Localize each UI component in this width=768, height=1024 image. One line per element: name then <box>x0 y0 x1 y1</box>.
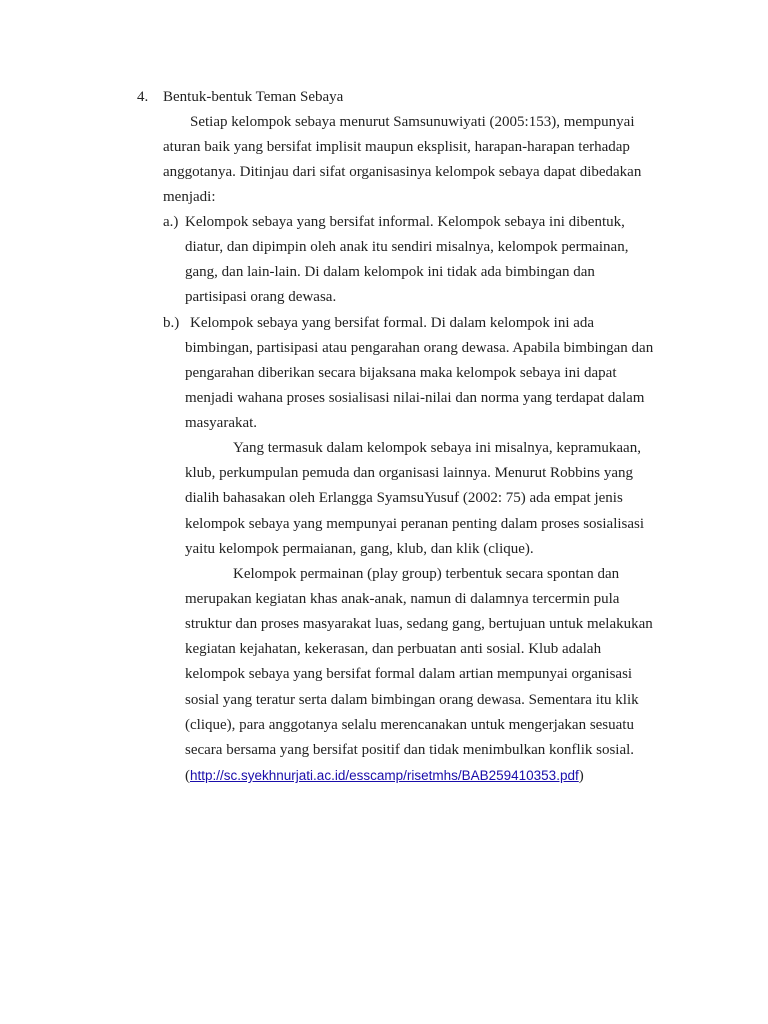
para2-line-3: dialih bahasakan oleh Erlangga SyamsuYusuf (2002: 75) ada empat jenis <box>185 490 623 506</box>
para3-line-8: secara bersama yang bersifat positif dan tidak menimbulkan konflik sosial. <box>185 742 635 758</box>
para3-line-1: Kelompok permainan (play group) terbentuk secara spontan dan <box>233 566 620 582</box>
intro-line-1: Setiap kelompok sebaya menurut Samsunuwiyati (2005:153), mempunyai <box>190 114 635 130</box>
para2-line-1: Yang termasuk dalam kelompok sebaya ini misalnya, kepramukaan, <box>233 440 641 456</box>
item-a-marker: a.) <box>163 214 179 230</box>
para3-line-5: kelompok sebaya yang bersifat formal dalam artian mempunyai organisasi <box>185 666 633 682</box>
para3-line-2: merupakan kegiatan khas anak-anak, namun di dalamnya tercermin pula <box>185 591 620 607</box>
intro-line-4: menjadi: <box>163 189 216 205</box>
para3-line-7: (clique), para anggotanya selalu merencanakan untuk mengerjakan sesuatu <box>185 717 634 733</box>
item-b-marker: b.) <box>163 315 180 331</box>
item-b-line-3: pengarahan diberikan secara bijaksana maka kelompok sebaya ini dapat <box>185 365 617 381</box>
item-b-line-1: Kelompok sebaya yang bersifat formal. Di dalam kelompok ini ada <box>190 315 595 331</box>
item-a-line-4: partisipasi orang dewasa. <box>185 289 337 305</box>
para3-line-4: kegiatan kejahatan, kekerasan, dan perbuatan anti sosial. Klub adalah <box>185 641 602 657</box>
item-b-line-5: masyarakat. <box>185 415 258 431</box>
source-open-paren: ( <box>185 768 190 784</box>
item-b-line-2: bimbingan, partisipasi atau pengarahan orang dewasa. Apabila bimbingan dan <box>185 340 654 356</box>
source-close-paren: ) <box>578 768 584 784</box>
item-a-line-1: Kelompok sebaya yang bersifat informal. Kelompok sebaya ini dibentuk, <box>185 214 625 230</box>
item-b-line-4: menjadi wahana proses sosialisasi nilai-nilai dan norma yang terdapat dalam <box>185 390 645 406</box>
item-a-line-2: diatur, dan dipimpin oleh anak itu sendiri misalnya, kelompok permainan, <box>185 239 629 255</box>
intro-line-3: anggotanya. Ditinjau dari sifat organisasinya kelompok sebaya dapat dibedakan <box>163 164 642 180</box>
source-link[interactable]: http://sc.syekhnurjati.ac.id/esscamp/risetmhs/BAB259410353.pdf <box>190 768 579 783</box>
para2-line-4: kelompok sebaya yang mempunyai peranan penting dalam proses sosialisasi <box>185 516 645 532</box>
para2-line-2: klub, perkumpulan pemuda dan organisasi lainnya. Menurut Robbins yang <box>185 465 633 481</box>
para2-line-5: yaitu kelompok permaianan, gang, klub, dan klik (clique). <box>185 541 534 557</box>
section-number: 4. <box>137 89 149 105</box>
source-citation <box>185 766 584 786</box>
para3-line-3: struktur dan proses masyarakat luas, sedang gang, bertujuan untuk melakukan <box>185 616 653 632</box>
section-heading: Bentuk-bentuk Teman Sebaya <box>163 89 344 105</box>
intro-line-2: aturan baik yang bersifat implisit maupun eksplisit, harapan-harapan terhadap <box>163 139 630 155</box>
item-a-line-3: gang, dan lain-lain. Di dalam kelompok ini tidak ada bimbingan dan <box>185 264 595 280</box>
para3-line-6: sosial yang teratur serta dalam bimbingan orang dewasa. Sementara itu klik <box>185 692 639 708</box>
